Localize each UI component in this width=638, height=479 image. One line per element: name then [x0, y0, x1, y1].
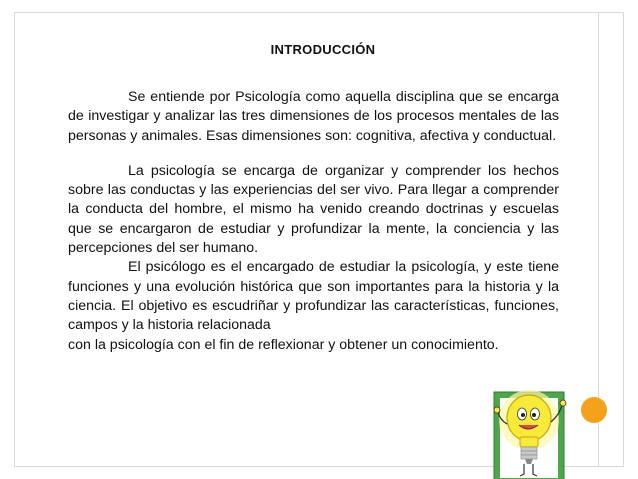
lightbulb-character-icon [480, 370, 580, 479]
slide-title: INTRODUCCIÓN [270, 42, 376, 57]
body-text [68, 88, 559, 355]
orange-circle-icon [581, 397, 607, 423]
paragraph-3: El psicólogo es el encargado de estudiar la psicología, y este tiene funciones y una evolución histórica que son importantes para la historia y la ciencia. El objetivo es escudriñar y profundizar las características, funciones, campos y la historia relacionada [68, 259, 559, 334]
paragraph-1: Se entiende por Psicología como aquella disciplina que se encarga de investigar y analizar las tres dimensiones de los procesos mentales de las personas y animales. Esas dimensiones son: cognitiva, afectiva y conductual. [68, 89, 559, 144]
paragraph-2: La psicología se encarga de organizar y comprender los hechos sobre las conductas y las experiencias del ser vivo. Para llegar a comprender la conducta del hombre, el mismo ha venido creando doctrinas y escuelas que se encargaron de estudiar y profundizar la mente, la conciencia y las percepciones del ser humano. [68, 162, 559, 257]
paragraph-4: con la psicología con el fin de reflexionar y obtener un conocimiento. [68, 336, 499, 353]
